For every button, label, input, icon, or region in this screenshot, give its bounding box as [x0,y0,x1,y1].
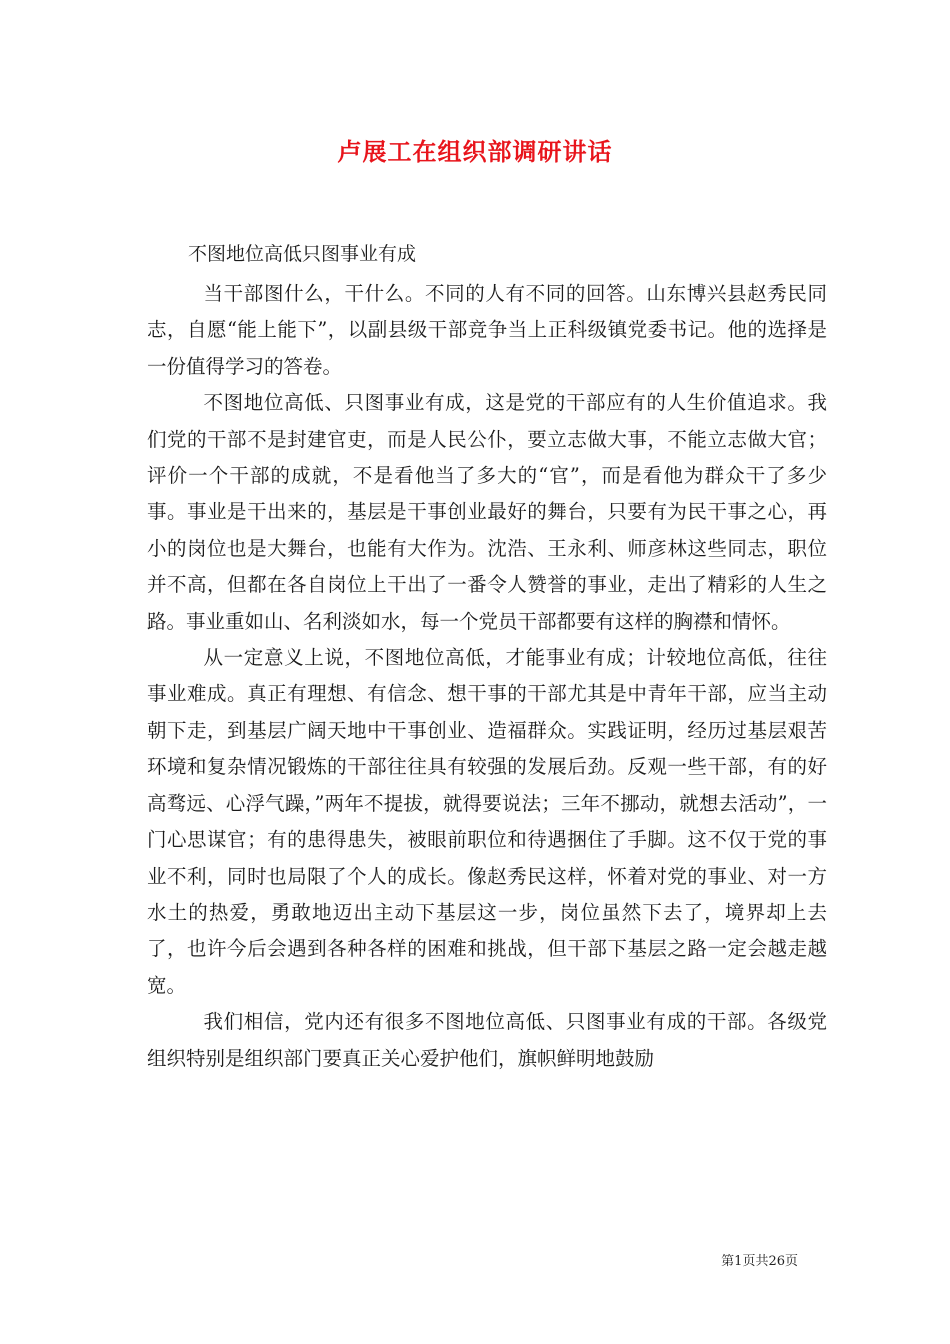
document-body [147,276,827,1077]
paragraph: 我们相信，党内还有很多不图地位高低、只图事业有成的干部。各级党组织特别是组织部门要真正关心爱护他们，旗帜鲜明地鼓励 [147,1010,827,1070]
document-title: 卢展工在组织部调研讲话 [337,137,613,166]
paragraph: 不图地位高低、只图事业有成，这是党的干部应有的人生价值追求。我们党的干部不是封建官吏，而是人民公仆，要立志做大事，不能立志做大官；评价一个干部的成就，不是看他当了多大的“官”，而是看他为群众干了多少事。事业是干出来的，基层是干事创业最好的舞台，只要有为民干事之心，再小的岗位也是大舞台，也能有大作为。沈浩、王永利、师彦林这些同志，职位并不高，但都在各自岗位上干出了一番令人赞誉的事业，走出了精彩的人生之路。事业重如山、名利淡如水，每一个党员干部都要有这样的胸襟和情怀。 [147,391,827,633]
page-number: 第1页共26页 [721,1254,798,1269]
document-subtitle: 不图地位高低只图事业有成 [188,243,417,265]
paragraph: 从一定意义上说，不图地位高低，才能事业有成；计较地位高低，往往事业难成。真正有理想、有信念、想干事的干部尤其是中青年干部，应当主动朝下走，到基层广阔天地中干事创业、造福群众。实践证明，经历过基层艰苦环境和复杂情况锻炼的干部往往具有较强的发展后劲。反观一些干部，有的好高骛远、心浮气躁，”两年不提拔，就得要说法；三年不挪动，就想去活动”，一门心思谋官；有的患得患失，被眼前职位和待遇捆住了手脚。这不仅于党的事业不利，同时也局限了个人的成长。像赵秀民这样，怀着对党的事业、对一方水土的热爱，勇敢地迈出主动下基层这一步，岗位虽然下去了，境界却上去了，也许今后会遇到各种各样的困难和挑战，但干部下基层之路一定会越走越宽。 [147,646,827,997]
paragraph: 当干部图什么，干什么。不同的人有不同的回答。山东博兴县赵秀民同志，自愿“能上能下”，以副县级干部竞争当上正科级镇党委书记。他的选择是一份值得学习的答卷。 [147,282,827,378]
